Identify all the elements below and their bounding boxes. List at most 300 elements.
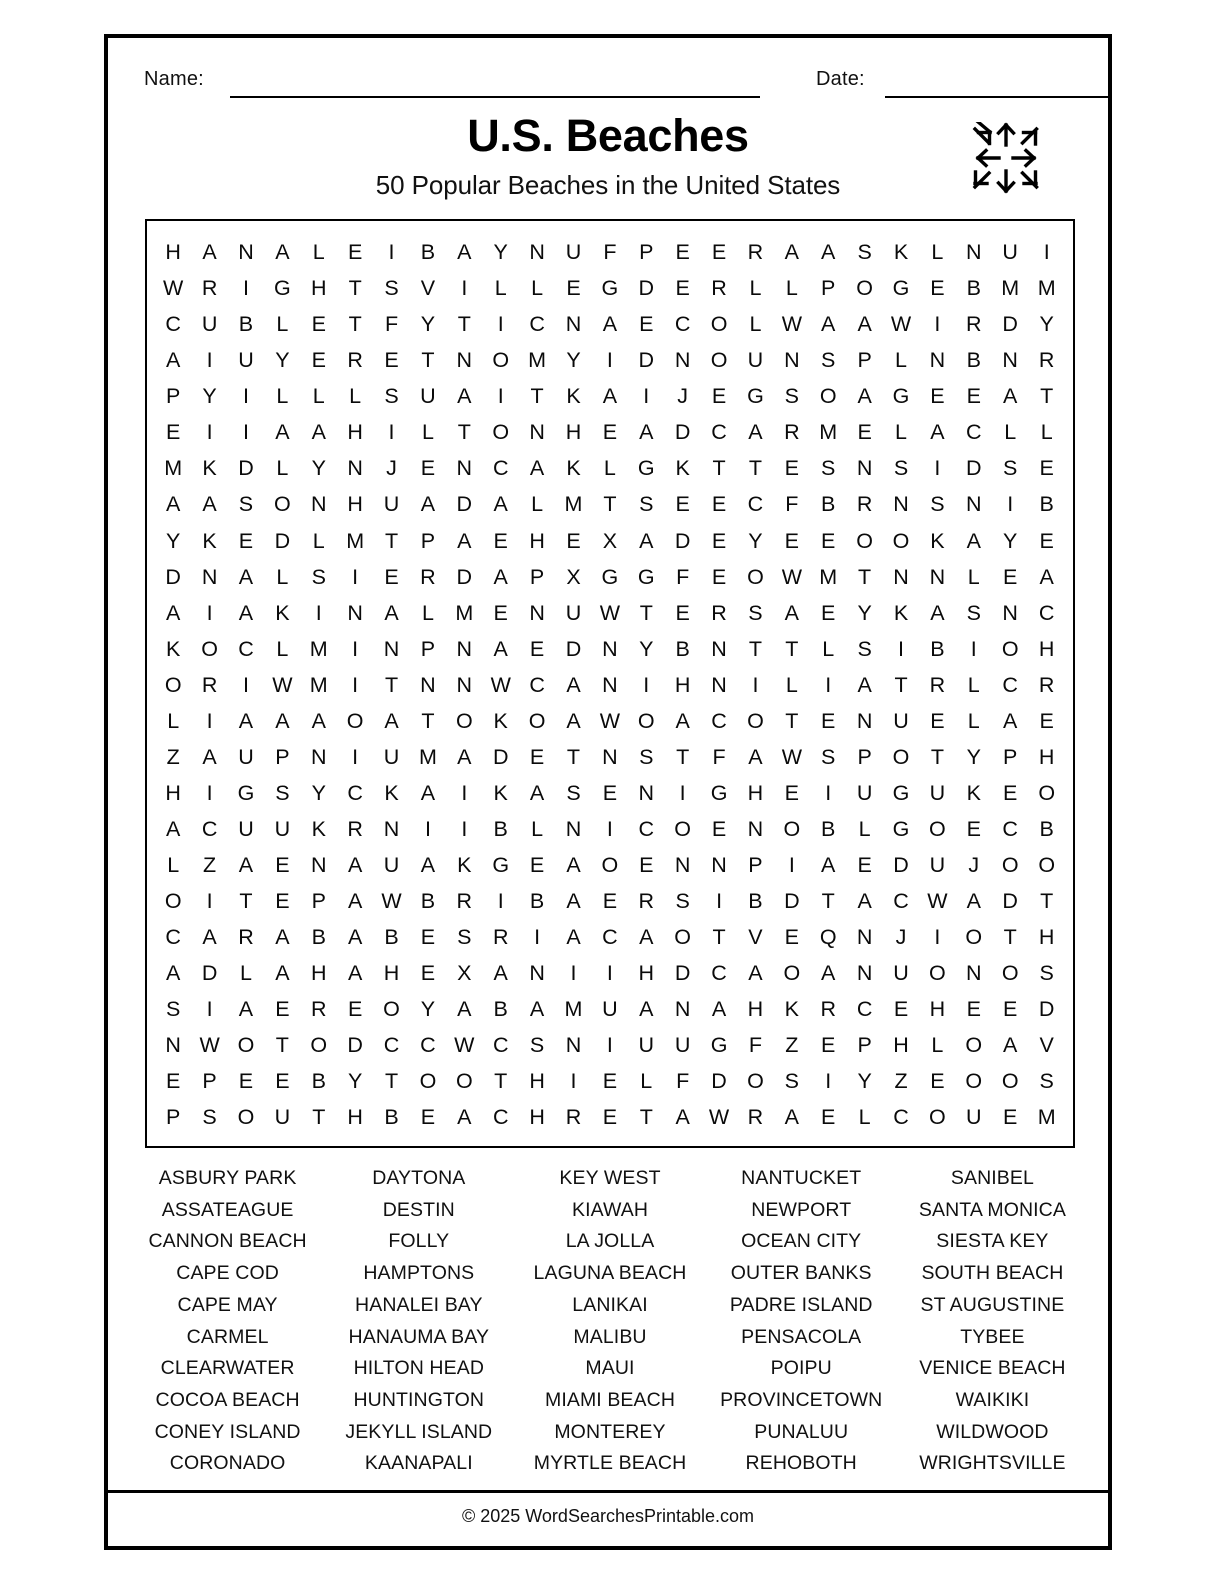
grid-cell[interactable]: A: [966, 888, 981, 913]
grid-cell[interactable]: M: [528, 348, 547, 373]
grid-cell[interactable]: J: [895, 924, 907, 949]
grid-cell[interactable]: K: [275, 600, 290, 625]
grid-cell[interactable]: C: [529, 312, 545, 337]
grid-cell[interactable]: L: [967, 564, 980, 589]
grid-cell[interactable]: C: [674, 312, 691, 337]
grid-cell[interactable]: O: [237, 1105, 255, 1130]
grid-cell[interactable]: D: [201, 960, 218, 985]
grid-cell[interactable]: G: [637, 564, 655, 589]
grid-cell[interactable]: R: [201, 672, 218, 697]
grid-cell[interactable]: A: [821, 960, 836, 985]
grid-cell[interactable]: H: [310, 276, 327, 301]
grid-cell[interactable]: G: [237, 780, 255, 805]
grid-cell[interactable]: E: [893, 996, 909, 1021]
grid-cell[interactable]: I: [934, 924, 941, 949]
word-list-item[interactable]: JEKYLL ISLAND: [345, 1420, 493, 1443]
grid-cell[interactable]: O: [346, 708, 364, 733]
grid-cell[interactable]: H: [638, 960, 655, 985]
word-list-item[interactable]: LAGUNA BEACH: [533, 1262, 687, 1285]
grid-cell[interactable]: N: [420, 672, 436, 697]
grid-cell[interactable]: N: [565, 1032, 582, 1057]
grid-cell[interactable]: E: [311, 348, 326, 373]
word-list-item[interactable]: DESTIN: [382, 1198, 455, 1221]
grid-cell[interactable]: G: [710, 780, 728, 805]
grid-cell[interactable]: E: [675, 600, 690, 625]
grid-cell[interactable]: U: [274, 1105, 291, 1130]
grid-cell[interactable]: E: [529, 852, 545, 877]
grid-cell[interactable]: Y: [966, 744, 981, 769]
grid-cell[interactable]: C: [1002, 816, 1018, 841]
grid-cell[interactable]: O: [929, 816, 946, 841]
grid-cell[interactable]: P: [529, 564, 545, 589]
grid-cell[interactable]: E: [1003, 564, 1018, 589]
grid-cell[interactable]: G: [274, 276, 291, 301]
grid-cell[interactable]: A: [420, 492, 436, 517]
grid-cell[interactable]: N: [238, 240, 254, 265]
grid-cell[interactable]: A: [639, 528, 654, 553]
grid-cell[interactable]: L: [312, 240, 325, 265]
grid-cell[interactable]: T: [566, 744, 581, 769]
grid-cell[interactable]: X: [602, 528, 618, 553]
grid-cell[interactable]: T: [421, 708, 435, 733]
grid-cell[interactable]: B: [493, 816, 508, 841]
grid-cell[interactable]: A: [1003, 1032, 1018, 1057]
grid-cell[interactable]: C: [711, 420, 727, 445]
grid-cell[interactable]: P: [275, 744, 290, 769]
grid-cell[interactable]: I: [643, 384, 650, 409]
grid-cell[interactable]: M: [455, 600, 474, 625]
grid-cell[interactable]: U: [565, 600, 582, 625]
grid-cell[interactable]: F: [785, 492, 799, 517]
grid-cell[interactable]: D: [638, 348, 655, 373]
grid-cell[interactable]: D: [674, 960, 691, 985]
grid-cell[interactable]: O: [747, 1068, 764, 1093]
grid-cell[interactable]: R: [310, 996, 327, 1021]
grid-cell[interactable]: O: [929, 1105, 946, 1130]
grid-cell[interactable]: X: [566, 564, 581, 589]
grid-cell[interactable]: E: [602, 888, 618, 913]
grid-cell[interactable]: E: [347, 240, 363, 265]
grid-cell[interactable]: F: [384, 312, 399, 337]
grid-cell[interactable]: N: [856, 456, 873, 481]
grid-cell[interactable]: A: [602, 384, 618, 409]
grid-cell[interactable]: U: [383, 852, 400, 877]
grid-cell[interactable]: G: [492, 852, 510, 877]
grid-cell[interactable]: T: [384, 672, 399, 697]
grid-cell[interactable]: O: [819, 384, 837, 409]
grid-cell[interactable]: A: [166, 492, 181, 517]
grid-cell[interactable]: I: [352, 564, 359, 589]
grid-cell[interactable]: K: [675, 456, 690, 481]
word-list-item[interactable]: HAMPTONS: [363, 1262, 475, 1285]
grid-cell[interactable]: W: [781, 564, 802, 589]
grid-cell[interactable]: S: [821, 744, 836, 769]
grid-cell[interactable]: C: [1002, 672, 1018, 697]
grid-cell[interactable]: A: [275, 240, 290, 265]
grid-cell[interactable]: P: [420, 528, 436, 553]
grid-cell[interactable]: A: [202, 240, 217, 265]
grid-cell[interactable]: R: [638, 888, 655, 913]
grid-cell[interactable]: J: [968, 852, 980, 877]
grid-cell[interactable]: O: [274, 492, 291, 517]
grid-cell[interactable]: L: [858, 1105, 871, 1130]
grid-cell[interactable]: B: [1039, 492, 1054, 517]
grid-cell[interactable]: N: [602, 636, 618, 661]
grid-cell[interactable]: J: [386, 456, 397, 481]
word-list-item[interactable]: CORONADO: [169, 1452, 286, 1475]
grid-cell[interactable]: O: [674, 924, 692, 949]
grid-cell[interactable]: A: [311, 708, 326, 733]
grid-cell[interactable]: T: [603, 492, 617, 517]
grid-cell[interactable]: D: [456, 564, 473, 589]
grid-cell[interactable]: L: [531, 492, 544, 517]
grid-cell[interactable]: R: [747, 240, 764, 265]
word-list-item[interactable]: SOUTH BEACH: [921, 1262, 1064, 1285]
grid-cell[interactable]: U: [201, 312, 218, 337]
grid-cell[interactable]: Q: [819, 924, 837, 949]
grid-cell[interactable]: A: [457, 1105, 472, 1130]
grid-cell[interactable]: J: [677, 384, 689, 409]
grid-cell[interactable]: A: [529, 456, 545, 481]
word-list-item[interactable]: FOLLY: [388, 1230, 450, 1253]
grid-cell[interactable]: L: [785, 276, 798, 301]
grid-cell[interactable]: H: [747, 996, 764, 1021]
grid-cell[interactable]: S: [675, 888, 690, 913]
grid-cell[interactable]: V: [748, 924, 763, 949]
grid-cell[interactable]: E: [711, 240, 727, 265]
grid-cell[interactable]: R: [1038, 672, 1055, 697]
grid-cell[interactable]: A: [566, 708, 581, 733]
grid-cell[interactable]: A: [384, 708, 399, 733]
grid-cell[interactable]: K: [202, 456, 217, 481]
grid-cell[interactable]: P: [420, 636, 436, 661]
grid-cell[interactable]: U: [238, 744, 254, 769]
grid-cell[interactable]: A: [748, 960, 763, 985]
grid-cell[interactable]: A: [821, 240, 836, 265]
grid-cell[interactable]: A: [857, 384, 872, 409]
grid-cell[interactable]: U: [893, 708, 909, 733]
grid-cell[interactable]: W: [272, 672, 293, 697]
grid-cell[interactable]: D: [1038, 996, 1055, 1021]
word-list-item[interactable]: MAUI: [585, 1357, 635, 1380]
grid-cell[interactable]: N: [310, 492, 327, 517]
grid-cell[interactable]: M: [1037, 276, 1056, 301]
letter-grid-table[interactable]: [155, 235, 1065, 1136]
grid-cell[interactable]: I: [206, 780, 213, 805]
grid-cell[interactable]: G: [892, 816, 910, 841]
grid-cell[interactable]: T: [457, 312, 471, 337]
grid-cell[interactable]: R: [711, 276, 727, 301]
grid-cell[interactable]: E: [639, 312, 654, 337]
grid-cell[interactable]: E: [493, 528, 508, 553]
grid-cell[interactable]: N: [565, 312, 582, 337]
grid-cell[interactable]: A: [639, 996, 654, 1021]
grid-cell[interactable]: M: [819, 420, 838, 445]
grid-cell[interactable]: U: [274, 816, 291, 841]
grid-cell[interactable]: G: [601, 276, 619, 301]
grid-cell[interactable]: H: [383, 960, 400, 985]
grid-cell[interactable]: N: [602, 672, 618, 697]
word-list-item[interactable]: LA JOLLA: [565, 1230, 655, 1253]
grid-cell[interactable]: N: [565, 816, 582, 841]
grid-cell[interactable]: A: [202, 744, 217, 769]
grid-cell[interactable]: G: [892, 384, 910, 409]
grid-cell[interactable]: L: [749, 312, 762, 337]
grid-cell[interactable]: N: [310, 744, 327, 769]
grid-cell[interactable]: O: [1001, 852, 1019, 877]
grid-cell[interactable]: K: [384, 780, 399, 805]
grid-cell[interactable]: T: [1040, 384, 1054, 409]
grid-cell[interactable]: A: [966, 528, 981, 553]
grid-cell[interactable]: L: [785, 672, 798, 697]
grid-cell[interactable]: I: [242, 384, 249, 409]
grid-cell[interactable]: F: [748, 1032, 763, 1057]
grid-cell[interactable]: U: [383, 492, 400, 517]
grid-cell[interactable]: N: [893, 492, 909, 517]
grid-cell[interactable]: B: [311, 1068, 326, 1093]
word-list-item[interactable]: COCOA BEACH: [155, 1388, 300, 1411]
grid-cell[interactable]: A: [748, 420, 763, 445]
grid-cell[interactable]: H: [1038, 636, 1055, 661]
grid-cell[interactable]: A: [675, 1105, 690, 1130]
grid-cell[interactable]: T: [712, 456, 726, 481]
grid-cell[interactable]: D: [674, 528, 691, 553]
grid-cell[interactable]: R: [420, 564, 436, 589]
grid-cell[interactable]: F: [603, 240, 617, 265]
grid-cell[interactable]: V: [420, 276, 436, 301]
grid-cell[interactable]: Y: [1003, 528, 1018, 553]
grid-cell[interactable]: H: [165, 780, 181, 805]
word-list-item[interactable]: WILDWOOD: [936, 1420, 1049, 1443]
grid-cell[interactable]: O: [455, 708, 473, 733]
grid-cell[interactable]: O: [783, 816, 801, 841]
grid-cell[interactable]: A: [347, 852, 363, 877]
grid-cell[interactable]: G: [710, 1032, 728, 1057]
grid-cell[interactable]: A: [420, 852, 436, 877]
grid-cell[interactable]: E: [784, 528, 799, 553]
grid-cell[interactable]: V: [1039, 1032, 1054, 1057]
grid-cell[interactable]: D: [274, 528, 291, 553]
grid-cell[interactable]: E: [238, 528, 254, 553]
grid-cell[interactable]: S: [784, 1068, 799, 1093]
grid-cell[interactable]: A: [493, 492, 508, 517]
grid-cell[interactable]: O: [637, 708, 655, 733]
grid-cell[interactable]: A: [347, 960, 363, 985]
grid-cell[interactable]: H: [1038, 924, 1055, 949]
grid-cell[interactable]: Y: [857, 600, 872, 625]
grid-cell[interactable]: H: [347, 492, 363, 517]
grid-cell[interactable]: E: [966, 996, 981, 1021]
word-list-item[interactable]: MALIBU: [573, 1325, 647, 1348]
grid-cell[interactable]: C: [492, 456, 509, 481]
grid-cell[interactable]: O: [892, 528, 910, 553]
grid-cell[interactable]: I: [934, 312, 941, 337]
grid-cell[interactable]: Y: [275, 348, 290, 373]
grid-cell[interactable]: I: [424, 816, 431, 841]
grid-cell[interactable]: I: [898, 636, 904, 661]
word-list-item[interactable]: ST AUGUSTINE: [920, 1293, 1065, 1316]
grid-cell[interactable]: U: [383, 744, 400, 769]
grid-cell[interactable]: S: [821, 456, 836, 481]
word-list-item[interactable]: PUNALUU: [754, 1420, 849, 1443]
grid-cell[interactable]: T: [785, 708, 799, 733]
grid-cell[interactable]: S: [857, 636, 872, 661]
grid-cell[interactable]: N: [201, 564, 218, 589]
word-list-item[interactable]: TYBEE: [960, 1325, 1025, 1348]
word-list-item[interactable]: SIESTA KEY: [936, 1230, 1049, 1253]
grid-cell[interactable]: W: [781, 744, 802, 769]
grid-cell[interactable]: A: [930, 420, 945, 445]
word-list-item[interactable]: VENICE BEACH: [919, 1357, 1066, 1380]
grid-cell[interactable]: S: [748, 600, 763, 625]
grid-cell[interactable]: O: [1001, 1068, 1019, 1093]
grid-cell[interactable]: W: [163, 276, 184, 301]
grid-cell[interactable]: L: [531, 816, 544, 841]
grid-cell[interactable]: A: [711, 996, 727, 1021]
grid-cell[interactable]: Y: [1039, 312, 1054, 337]
grid-cell[interactable]: E: [275, 852, 290, 877]
grid-cell[interactable]: O: [710, 348, 728, 373]
grid-cell[interactable]: I: [497, 888, 504, 913]
grid-cell[interactable]: L: [967, 672, 980, 697]
grid-cell[interactable]: L: [822, 636, 835, 661]
grid-cell[interactable]: L: [749, 276, 762, 301]
grid-cell[interactable]: P: [202, 1068, 217, 1093]
grid-cell[interactable]: E: [711, 492, 727, 517]
grid-cell[interactable]: E: [1039, 456, 1054, 481]
grid-cell[interactable]: I: [206, 600, 213, 625]
grid-cell[interactable]: M: [418, 744, 437, 769]
grid-cell[interactable]: N: [784, 348, 800, 373]
grid-cell[interactable]: S: [1003, 456, 1018, 481]
grid-cell[interactable]: E: [420, 924, 436, 949]
grid-cell[interactable]: O: [310, 1032, 328, 1057]
grid-cell[interactable]: E: [275, 1068, 290, 1093]
grid-cell[interactable]: R: [711, 600, 727, 625]
grid-cell[interactable]: T: [712, 924, 726, 949]
grid-cell[interactable]: I: [679, 780, 686, 805]
grid-cell[interactable]: L: [1004, 420, 1017, 445]
grid-cell[interactable]: D: [784, 888, 800, 913]
grid-cell[interactable]: N: [529, 600, 545, 625]
grid-cell[interactable]: Y: [166, 528, 181, 553]
grid-cell[interactable]: C: [893, 1105, 909, 1130]
grid-cell[interactable]: A: [566, 924, 581, 949]
grid-cell[interactable]: E: [930, 1068, 945, 1093]
grid-cell[interactable]: E: [711, 816, 727, 841]
grid-cell[interactable]: T: [894, 672, 908, 697]
grid-cell[interactable]: N: [1002, 348, 1018, 373]
grid-cell[interactable]: R: [784, 420, 800, 445]
grid-cell[interactable]: I: [206, 996, 213, 1021]
grid-cell[interactable]: D: [165, 564, 181, 589]
grid-cell[interactable]: A: [238, 996, 254, 1021]
grid-cell[interactable]: S: [202, 1105, 217, 1130]
grid-cell[interactable]: A: [784, 1105, 799, 1130]
grid-cell[interactable]: H: [529, 528, 545, 553]
grid-cell[interactable]: I: [206, 348, 213, 373]
grid-cell[interactable]: E: [602, 1068, 618, 1093]
grid-cell[interactable]: K: [893, 600, 909, 625]
grid-cell[interactable]: N: [529, 420, 545, 445]
grid-cell[interactable]: I: [315, 600, 322, 625]
grid-cell[interactable]: N: [711, 672, 727, 697]
grid-cell[interactable]: A: [857, 672, 872, 697]
word-list-item[interactable]: CAPE MAY: [177, 1293, 278, 1316]
grid-cell[interactable]: L: [349, 384, 362, 409]
grid-cell[interactable]: L: [967, 708, 980, 733]
grid-cell[interactable]: S: [966, 600, 981, 625]
grid-cell[interactable]: P: [857, 744, 872, 769]
grid-cell[interactable]: N: [711, 852, 727, 877]
grid-cell[interactable]: E: [857, 420, 872, 445]
grid-cell[interactable]: T: [457, 420, 471, 445]
grid-cell[interactable]: L: [312, 528, 325, 553]
grid-cell[interactable]: L: [167, 852, 180, 877]
grid-cell[interactable]: H: [310, 960, 327, 985]
grid-cell[interactable]: N: [165, 1032, 181, 1057]
grid-cell[interactable]: C: [383, 1032, 400, 1057]
grid-cell[interactable]: W: [890, 312, 912, 337]
grid-cell[interactable]: Z: [166, 744, 180, 769]
grid-cell[interactable]: E: [821, 600, 836, 625]
grid-cell[interactable]: N: [1002, 600, 1018, 625]
grid-cell[interactable]: C: [893, 888, 909, 913]
grid-cell[interactable]: U: [1002, 240, 1018, 265]
grid-cell[interactable]: O: [710, 312, 728, 337]
grid-cell[interactable]: C: [165, 924, 181, 949]
grid-cell[interactable]: I: [352, 636, 359, 661]
grid-cell[interactable]: A: [639, 924, 654, 949]
grid-cell[interactable]: T: [748, 456, 763, 481]
grid-cell[interactable]: F: [712, 744, 726, 769]
grid-cell[interactable]: A: [748, 744, 763, 769]
grid-cell[interactable]: A: [457, 240, 472, 265]
grid-cell[interactable]: E: [166, 1068, 181, 1093]
grid-cell[interactable]: A: [821, 312, 836, 337]
grid-cell[interactable]: B: [966, 348, 981, 373]
grid-cell[interactable]: H: [747, 780, 764, 805]
grid-cell[interactable]: C: [238, 636, 254, 661]
grid-cell[interactable]: M: [564, 492, 583, 517]
grid-cell[interactable]: N: [456, 672, 473, 697]
grid-cell[interactable]: T: [312, 1105, 326, 1130]
grid-cell[interactable]: O: [383, 996, 400, 1021]
grid-cell[interactable]: N: [893, 564, 909, 589]
grid-cell[interactable]: E: [602, 780, 618, 805]
grid-cell[interactable]: K: [566, 384, 581, 409]
grid-cell[interactable]: S: [275, 780, 290, 805]
grid-cell[interactable]: A: [566, 672, 581, 697]
grid-cell[interactable]: U: [238, 816, 254, 841]
grid-cell[interactable]: E: [384, 348, 399, 373]
grid-cell[interactable]: M: [819, 564, 838, 589]
grid-cell[interactable]: I: [242, 276, 249, 301]
grid-cell[interactable]: E: [784, 456, 799, 481]
grid-cell[interactable]: C: [711, 960, 727, 985]
grid-cell[interactable]: S: [639, 492, 654, 517]
grid-cell[interactable]: D: [966, 456, 982, 481]
grid-cell[interactable]: E: [857, 852, 872, 877]
grid-cell[interactable]: A: [857, 312, 872, 337]
grid-cell[interactable]: P: [821, 276, 836, 301]
grid-cell[interactable]: L: [1040, 420, 1053, 445]
grid-cell[interactable]: E: [821, 708, 836, 733]
grid-cell[interactable]: D: [1002, 888, 1018, 913]
grid-cell[interactable]: O: [783, 960, 801, 985]
grid-cell[interactable]: E: [675, 240, 690, 265]
grid-cell[interactable]: T: [275, 1032, 289, 1057]
